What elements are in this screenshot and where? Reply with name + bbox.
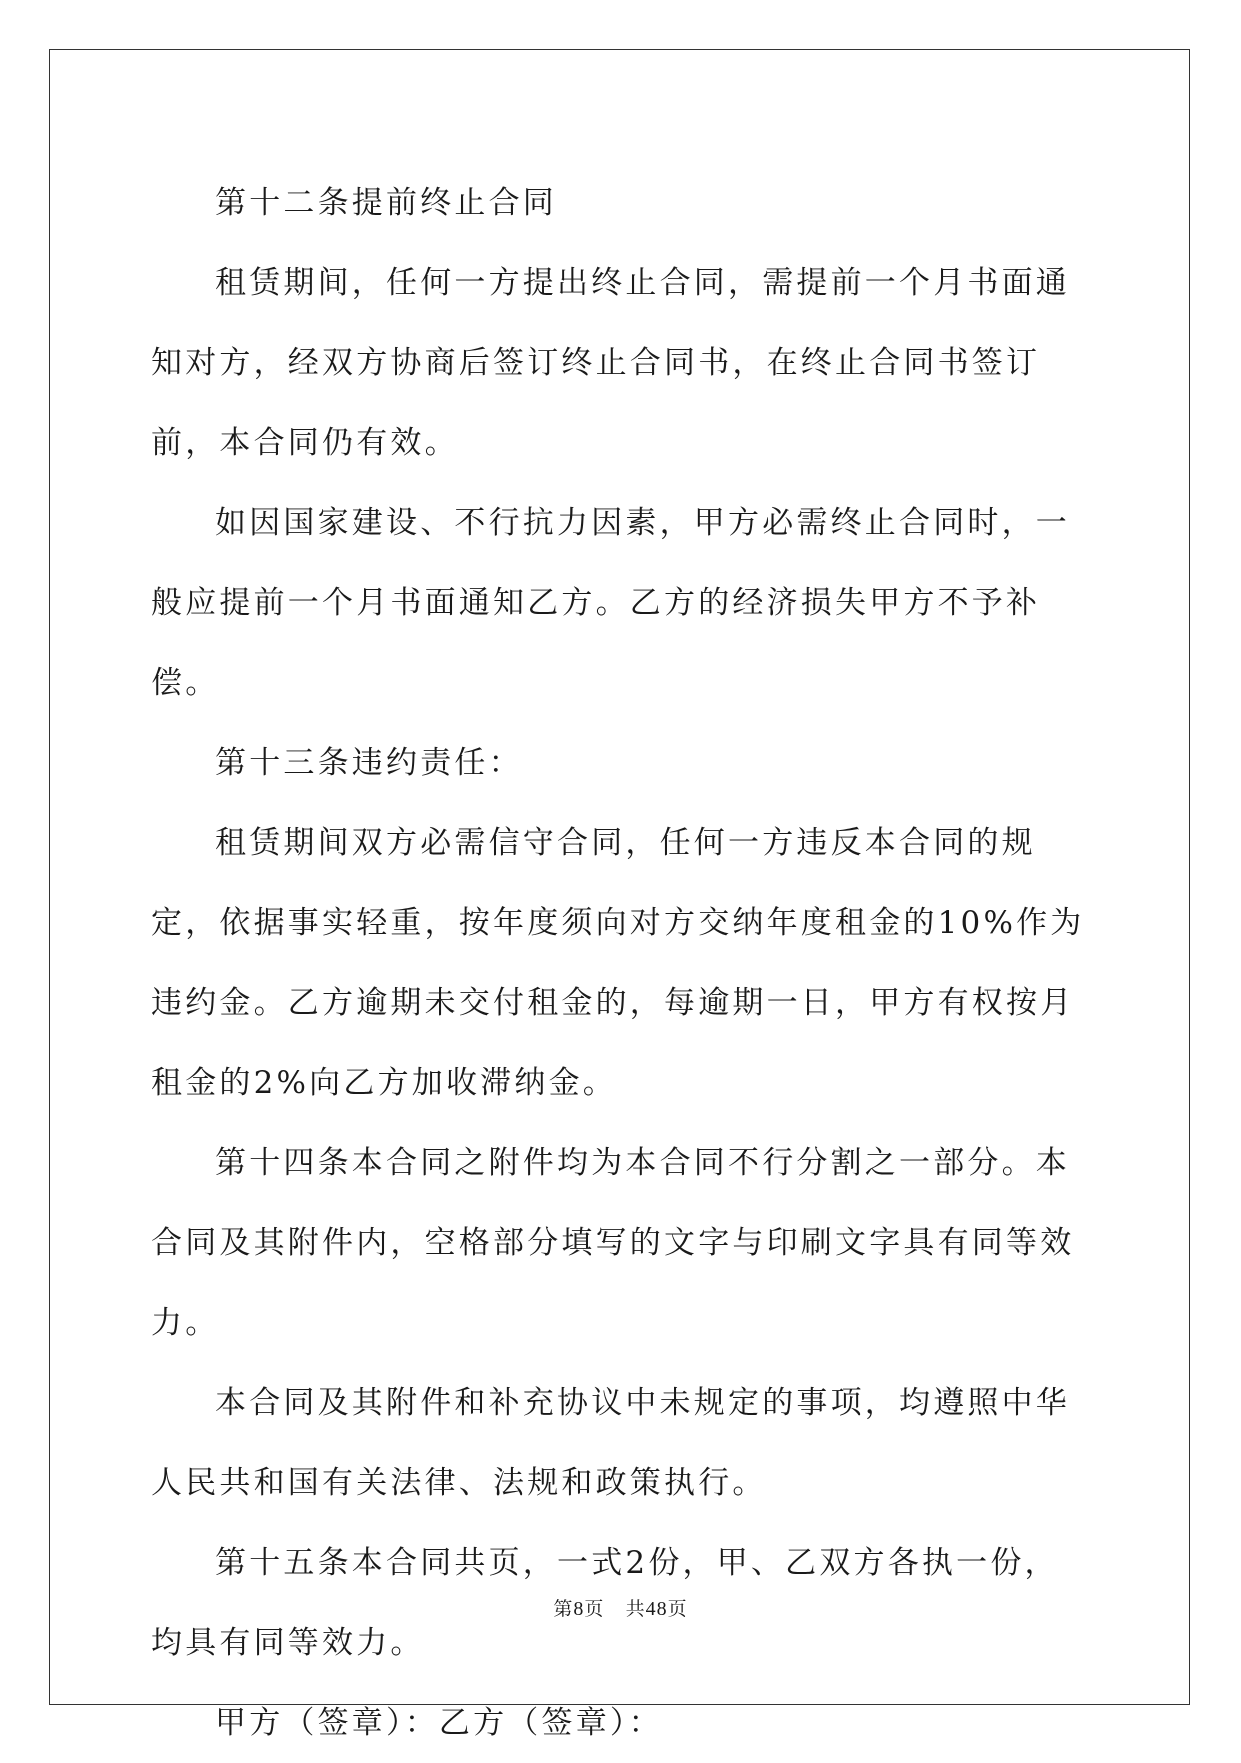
clause-14-paragraph-2: 本合同及其附件和补充协议中未规定的事项，均遵照中华人民共和国有关法律、法规和政策执行。	[151, 1385, 1070, 1501]
total-suffix: 页	[667, 1598, 688, 1620]
page-prefix: 第	[553, 1598, 574, 1620]
total-prefix: 共	[625, 1598, 646, 1620]
clause-12-heading: 第十二条提前终止合同	[215, 185, 557, 221]
clause-12-paragraph-2: 如因国家建设、不行抗力因素，甲方必需终止合同时，一般应提前一个月书面通知乙方。乙方的经济损失甲方不予补偿。	[151, 505, 1070, 701]
clause-15-paragraph: 第十五条本合同共页，一式2份，甲、乙双方各执一份，均具有同等效力。	[151, 1545, 1059, 1661]
clause-13-heading: 第十三条违约责任：	[215, 745, 523, 781]
page-number: 8	[573, 1598, 585, 1620]
clause-13-paragraph: 租赁期间双方必需信守合同，任何一方违反本合同的规定，依据事实轻重，按年度须向对方交纳年度租金的10%作为违约金。乙方逾期未交付租金的，每逾期一日，甲方有权按月租金的2%向乙方加收滞纳金。	[151, 825, 1085, 1101]
total-pages: 48	[645, 1598, 668, 1620]
page-footer	[0, 1594, 1241, 1621]
document-body	[151, 163, 1091, 1763]
clause-14-paragraph-1: 第十四条本合同之附件均为本合同不行分割之一部分。本合同及其附件内，空格部分填写的文字与印刷文字具有同等效力。	[151, 1145, 1075, 1341]
signature-line: 甲方（签章）：乙方（签章）：	[215, 1705, 663, 1741]
page-suffix: 页	[584, 1598, 605, 1620]
clause-12-paragraph-1: 租赁期间，任何一方提出终止合同，需提前一个月书面通知对方，经双方协商后签订终止合同书，在终止合同书签订前，本合同仍有效。	[151, 265, 1070, 461]
